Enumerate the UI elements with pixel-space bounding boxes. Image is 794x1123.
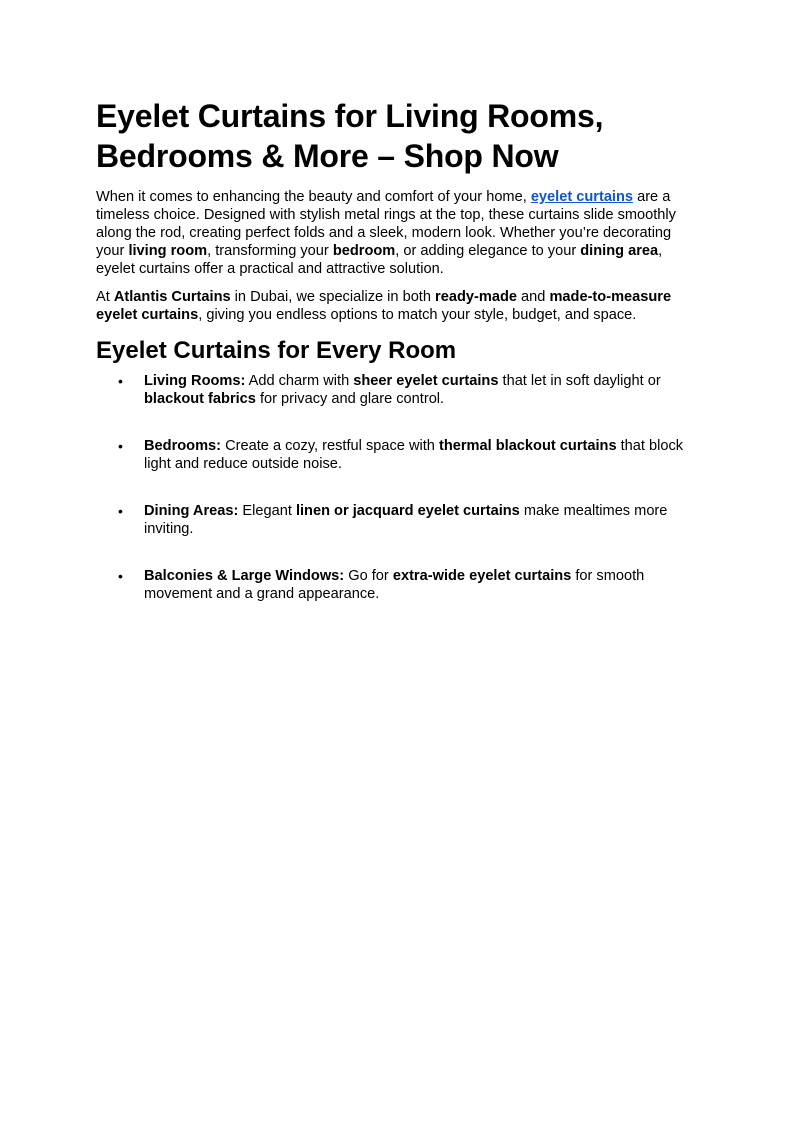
page-title-line-2: Bedrooms & More – Shop Now bbox=[96, 138, 559, 174]
intro-text: , or adding elegance to your bbox=[395, 243, 581, 259]
bullet-icon: • bbox=[118, 503, 123, 519]
list-item-text: Create a cozy, restful space with bbox=[221, 438, 439, 454]
intro-bold-living-room: living room bbox=[128, 243, 208, 259]
list-item-text: Add charm with bbox=[245, 373, 354, 389]
about-text: , giving you endless options to match your style, budget, and space. bbox=[198, 307, 637, 323]
list-item bbox=[96, 372, 698, 408]
intro-text: are a timeless choice. Designed with stylish metal rings at the top, these curtains slide smoothly along the rod, creating perfect folds and a sleek, modern look. Whether you’re decorating your bbox=[96, 189, 676, 259]
eyelet-curtains-link[interactable]: eyelet curtains bbox=[530, 189, 634, 205]
list-item-text: that let in soft daylight or bbox=[498, 373, 661, 389]
list-item-text: Go for bbox=[344, 568, 393, 584]
list-item bbox=[96, 567, 698, 603]
list-item-bold: sheer eyelet curtains bbox=[353, 373, 499, 389]
document-page bbox=[96, 96, 698, 632]
intro-bold-bedroom: bedroom bbox=[332, 243, 396, 259]
rooms-list bbox=[96, 372, 698, 603]
page-title bbox=[96, 96, 698, 176]
list-item bbox=[96, 437, 698, 473]
page-title-line-1: Eyelet Curtains for Living Rooms, bbox=[96, 98, 604, 134]
list-item-label: Living Rooms: bbox=[144, 373, 246, 389]
intro-text: , eyelet curtains offer a practical and attractive solution. bbox=[96, 243, 663, 277]
list-item-text: for smooth movement and a grand appearance. bbox=[144, 568, 645, 602]
bullet-icon: • bbox=[118, 438, 123, 454]
intro-text: , transforming your bbox=[207, 243, 333, 259]
list-item bbox=[96, 502, 698, 538]
list-item-text: make mealtimes more inviting. bbox=[144, 503, 668, 537]
list-item-label: Balconies & Large Windows: bbox=[144, 568, 345, 584]
list-item-bold: blackout fabrics bbox=[144, 391, 256, 407]
list-item-bold: extra-wide eyelet curtains bbox=[392, 568, 572, 584]
list-item-text: for privacy and glare control. bbox=[255, 391, 445, 407]
list-item-text: Elegant bbox=[238, 503, 296, 519]
list-item-text: that block light and reduce outside noise. bbox=[144, 438, 684, 472]
intro-paragraph bbox=[96, 188, 698, 278]
intro-text: When it comes to enhancing the beauty and comfort of your home, bbox=[96, 189, 531, 205]
bullet-icon: • bbox=[118, 373, 123, 389]
intro-bold-dining-area: dining area bbox=[580, 243, 659, 259]
about-bold-made-to-measure: made-to-measure eyelet curtains bbox=[96, 289, 672, 323]
about-bold-ready-made: ready-made bbox=[435, 289, 517, 305]
about-bold-brand: Atlantis Curtains bbox=[113, 289, 231, 305]
list-item-label: Bedrooms: bbox=[144, 438, 222, 454]
about-paragraph bbox=[96, 288, 698, 324]
about-text: At bbox=[96, 289, 114, 305]
list-item-bold: linen or jacquard eyelet curtains bbox=[295, 503, 520, 519]
bullet-icon: • bbox=[118, 568, 123, 584]
list-item-bold: thermal blackout curtains bbox=[438, 438, 617, 454]
about-text: and bbox=[516, 289, 550, 305]
about-text: in Dubai, we specialize in both bbox=[230, 289, 436, 305]
section-heading: Eyelet Curtains for Every Room bbox=[96, 337, 457, 364]
list-item-label: Dining Areas: bbox=[144, 503, 239, 519]
